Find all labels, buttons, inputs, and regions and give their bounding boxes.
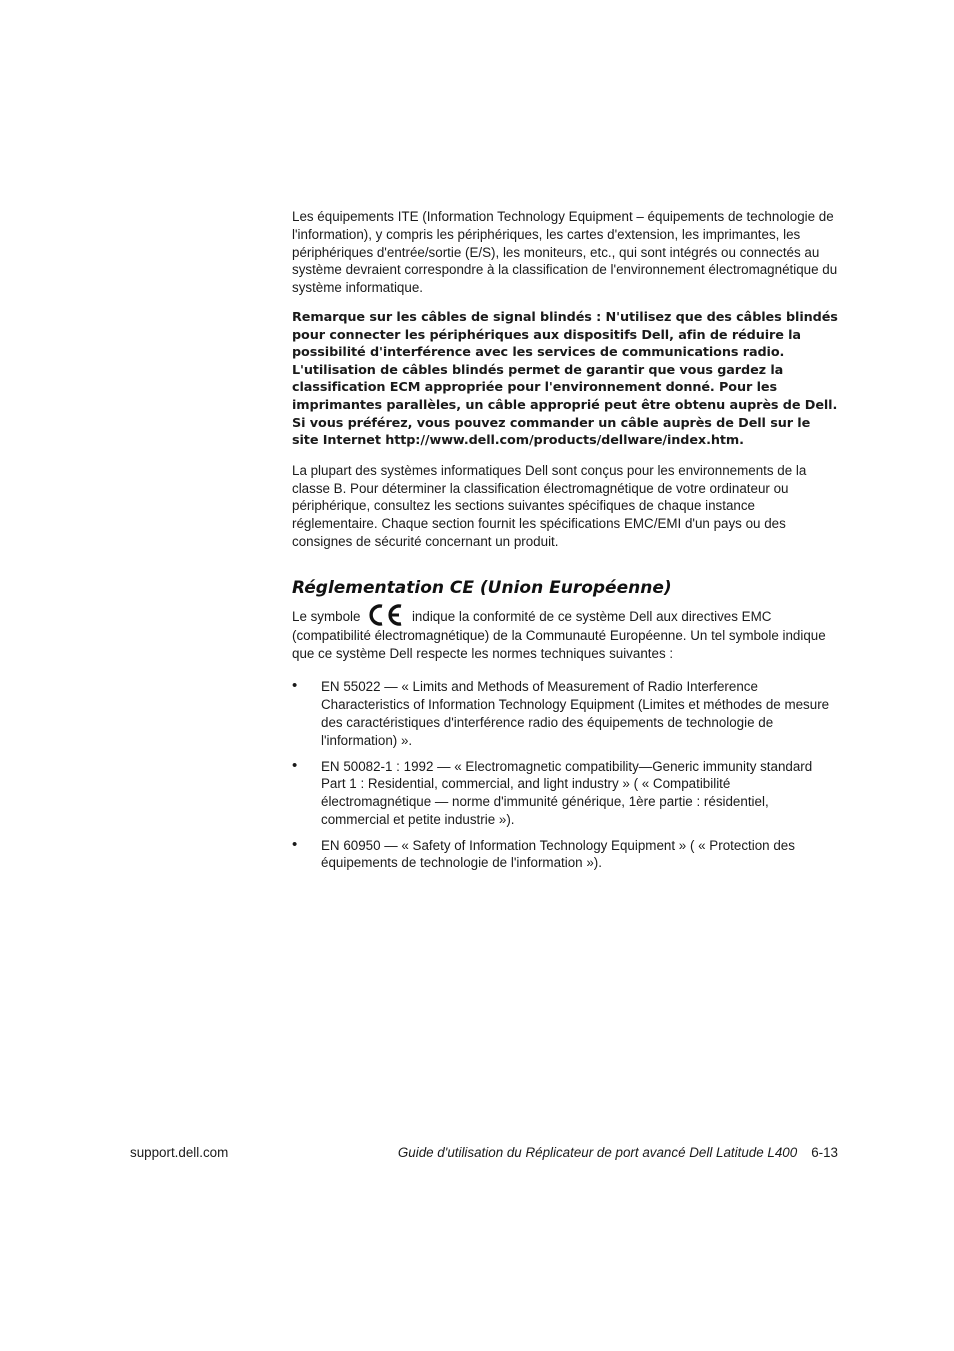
shielded-cable-note: Remarque sur les câbles de signal blindés : N'utilisez que des câbles blindés pour connecter les périphériques aux dispositifs Dell, afin de réduire la possibilité d'interférence avec les services de communications radio. L'utilisation de câbles blindés permet de garantir que vous gardez la classification ECM appropriée pour l'environnement donné. Pour les imprimantes parallèles, un câble approprié peut être obtenu auprès de Dell. Si vous préférez, vous pouvez commander un câble auprès de Dell sur le site Internet http://www.dell.com/products/dellware/index.htm. [292, 309, 838, 449]
symbol-text-after: indique la conformité de ce système Dell aux directives EMC (compatibilité électromagnétique) de la Communauté Européenne. Un tel symbole indique que ce système Dell respecte les normes techniques suivantes : [292, 608, 826, 661]
ce-mark-icon [366, 603, 404, 627]
bullet-icon: • [292, 677, 298, 695]
standard-text: EN 55022 — « Limits and Methods of Measurement of Radio Interference Characteristics of Information Technology Equipment (Limites et méthodes de mesure des caractéristiques d'interférence radio des équipements de technologie de l'information) ». [321, 679, 830, 748]
list-item [292, 678, 838, 749]
bullet-icon: • [292, 756, 298, 774]
bullet-icon: • [292, 835, 298, 853]
standards-list [292, 678, 838, 872]
page-content [292, 208, 838, 880]
symbol-text-before: Le symbole [292, 608, 361, 624]
list-item [292, 837, 838, 873]
standard-text: EN 50082-1 : 1992 — « Electromagnetic compatibility—Generic immunity standard Part 1 : Residential, commercial, and light industry » ( « Compatibilité électromagnétique — norme d'immunité générique, 1ère partie : résidentiel, commercial et petite industrie »). [321, 758, 813, 827]
ce-symbol-paragraph [292, 603, 838, 663]
section-heading: Réglementation CE (Union Européenne) [292, 577, 672, 598]
classification-paragraph: La plupart des systèmes informatiques Dell sont conçus pour les environnements de la classe B. Pour déterminer la classification électromagnétique de votre ordinateur ou périphérique, consultez les sections suivantes spécifiques de chaque instance réglementaire. Chaque section fournit les spécifications EMC/EMI d'un pays ou des consignes de sécurité concernant un produit. [292, 462, 807, 549]
page-number: 6-13 [811, 1145, 838, 1160]
footer-guide-title: Guide d'utilisation du Réplicateur de port avancé Dell Latitude L400 [397, 1145, 798, 1160]
list-item [292, 758, 838, 829]
intro-paragraph: Les équipements ITE (Information Technology Equipment – équipements de technologie de l'information), y compris les périphériques, les cartes d'extension, les imprimantes, les périphériques d'entrée/sortie (E/S), les moniteurs, etc., qui sont intégrés ou connectés au système devraient correspondre à la classification de l'environnement électromagnétique du système informatique. [292, 209, 838, 296]
standard-text: EN 60950 — « Safety of Information Technology Equipment » ( « Protection des équipements de technologie de l'information »). [321, 837, 795, 871]
footer-guide [398, 1145, 838, 1160]
footer-site: support.dell.com [130, 1145, 229, 1160]
